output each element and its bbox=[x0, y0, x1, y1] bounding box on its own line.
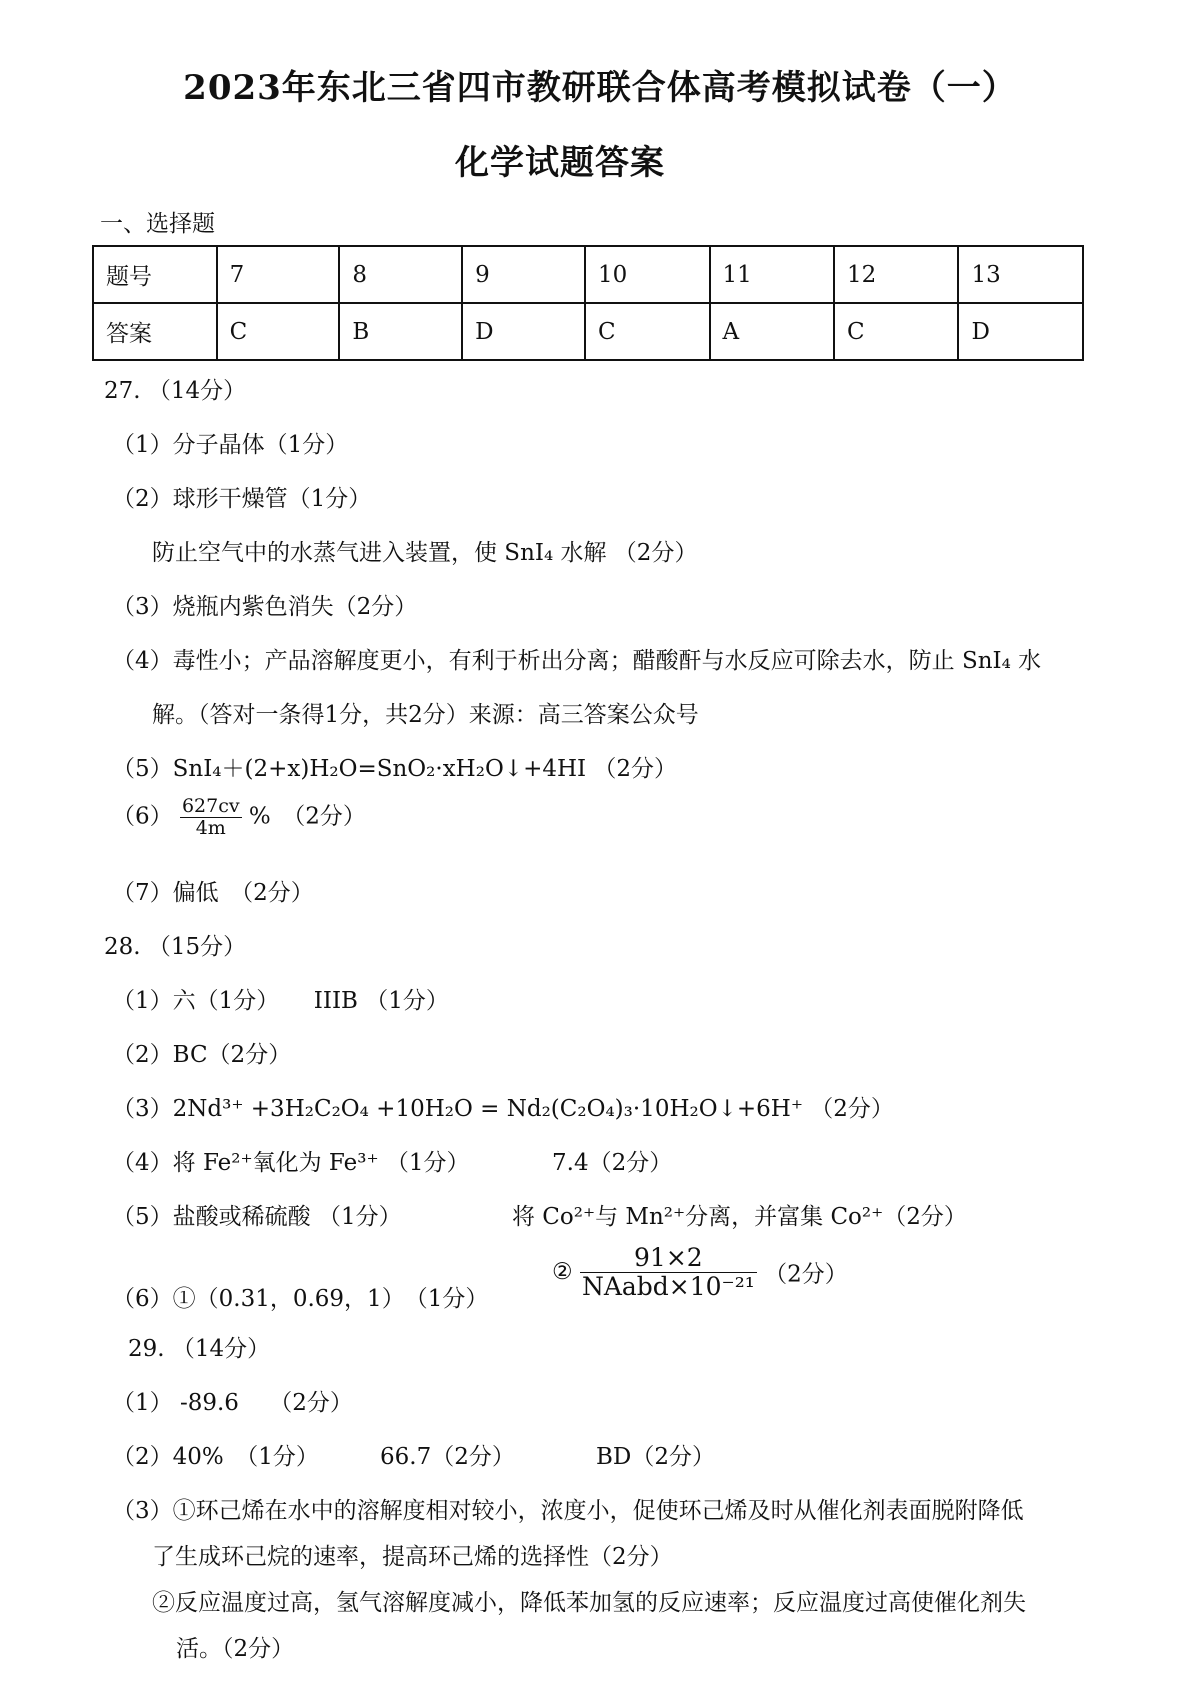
q28-answer-4-value: 7.4（2分） bbox=[552, 1150, 673, 1176]
fraction-numerator: 627cv bbox=[181, 795, 240, 817]
q28-answer-1: （1）六（1分） IIIB （1分） bbox=[112, 988, 449, 1014]
table-row bbox=[93, 246, 1083, 303]
q29-answer-3b: 了生成环己烷的速率，提高环己烯的选择性（2分） bbox=[152, 1544, 673, 1570]
table-cell: 10 bbox=[585, 246, 709, 303]
answer-table bbox=[92, 245, 1084, 361]
fraction-denominator: NAabd×10⁻²¹ bbox=[581, 1271, 755, 1301]
table-header-cell: 答案 bbox=[93, 303, 217, 360]
q29-answer-3d: 活。（2分） bbox=[176, 1636, 295, 1662]
q27-answer-2: （2）球形干燥管（1分） bbox=[112, 486, 372, 512]
q27-answer-6 bbox=[112, 796, 366, 839]
fraction-denominator: 4m bbox=[195, 816, 226, 839]
table-cell: C bbox=[834, 303, 958, 360]
q28-answer-6b-prefix: ② bbox=[552, 1259, 573, 1285]
q27-answer-7: （7）偏低 （2分） bbox=[112, 880, 314, 906]
q28-answer-4: （4）将 Fe²⁺氧化为 Fe³⁺ （1分） bbox=[112, 1150, 470, 1176]
fraction bbox=[180, 796, 242, 839]
q29-heading: 29. （14分） bbox=[128, 1336, 271, 1362]
q27-heading: 27. （14分） bbox=[104, 378, 247, 404]
table-cell: 9 bbox=[462, 246, 585, 303]
q27-answer-3: （3）烧瓶内紫色消失（2分） bbox=[112, 594, 418, 620]
table-cell: D bbox=[958, 303, 1083, 360]
q29-answer-2: （2）40% （1分） bbox=[112, 1444, 319, 1470]
table-cell: 7 bbox=[217, 246, 340, 303]
q27-answer-1: （1）分子晶体（1分） bbox=[112, 432, 349, 458]
q28-answer-6b bbox=[552, 1244, 848, 1300]
q27-answer-2b: 防止空气中的水蒸气进入装置，使 SnI₄ 水解 （2分） bbox=[152, 540, 698, 566]
table-cell: 8 bbox=[339, 246, 462, 303]
q27-answer-6-suffix: % （2分） bbox=[248, 803, 366, 830]
q29-answer-3a: （3）①环己烯在水中的溶解度相对较小，浓度小，促使环己烯及时从催化剂表面脱附降低 bbox=[112, 1498, 1024, 1524]
table-row bbox=[93, 303, 1083, 360]
q27-answer-5: （5）SnI₄＋(2+x)H₂O=SnO₂·xH₂O↓+4HI （2分） bbox=[112, 756, 678, 782]
q28-answer-6b-suffix: （2分） bbox=[764, 1261, 848, 1288]
fraction bbox=[580, 1244, 757, 1300]
q28-answer-2: （2）BC（2分） bbox=[112, 1042, 292, 1068]
table-cell: D bbox=[462, 303, 585, 360]
q27-answer-4: （4）毒性小；产品溶解度更小，有利于析出分离；醋酸酐与水反应可除去水，防止 SnI₄ 水 bbox=[112, 648, 1042, 674]
table-cell: C bbox=[217, 303, 340, 360]
fraction-numerator: 91×2 bbox=[580, 1244, 757, 1273]
q28-answer-6: （6）①（0.31，0.69，1） （1分） bbox=[112, 1286, 489, 1312]
q27-answer-6-prefix: （6） bbox=[112, 803, 173, 830]
q29-answer-2-choice: BD（2分） bbox=[596, 1444, 715, 1470]
table-cell: 13 bbox=[958, 246, 1083, 303]
q28-answer-3: （3）2Nd³⁺ +3H₂C₂O₄ +10H₂O = Nd₂(C₂O₄)₃·10H₂O↓+6H⁺ （2分） bbox=[112, 1096, 894, 1122]
table-cell: 12 bbox=[834, 246, 958, 303]
page-title: 2023年东北三省四市教研联合体高考模拟试卷（一） bbox=[183, 68, 1017, 108]
page-subtitle: 化学试题答案 bbox=[455, 143, 665, 183]
section-heading: 一、选择题 bbox=[100, 211, 215, 237]
q27-answer-4b: 解。（答对一条得1分，共2分）来源：高三答案公众号 bbox=[152, 702, 699, 728]
table-cell: 11 bbox=[710, 246, 834, 303]
q29-answer-2-value: 66.7（2分） bbox=[380, 1444, 515, 1470]
table-cell: C bbox=[585, 303, 709, 360]
q28-heading: 28. （15分） bbox=[104, 934, 247, 960]
table-cell: B bbox=[339, 303, 462, 360]
q29-answer-1: （1） -89.6 （2分） bbox=[112, 1390, 353, 1416]
table-cell: A bbox=[710, 303, 834, 360]
q29-answer-3c: ②反应温度过高，氢气溶解度减小，降低苯加氢的反应速率；反应温度过高使催化剂失 bbox=[152, 1590, 1026, 1616]
q28-answer-5-detail: 将 Co²⁺与 Mn²⁺分离，并富集 Co²⁺（2分） bbox=[512, 1204, 967, 1230]
q28-answer-5: （5）盐酸或稀硫酸 （1分） bbox=[112, 1204, 402, 1230]
table-header-cell: 题号 bbox=[93, 246, 217, 303]
